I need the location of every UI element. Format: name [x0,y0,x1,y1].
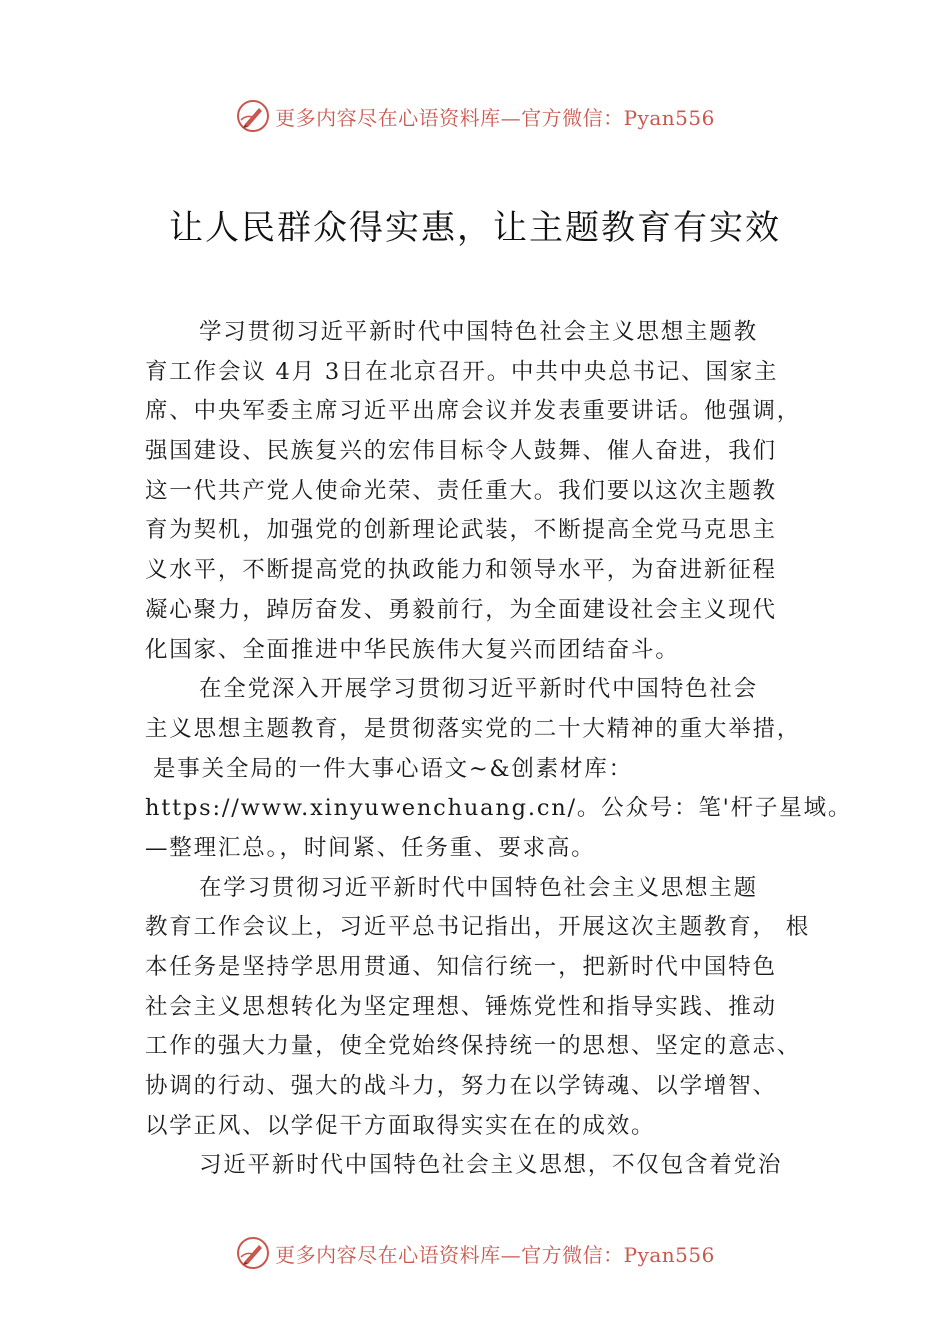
article-body [145,313,853,1186]
body-line: 在学习贯彻习近平新时代中国特色社会主义思想主题 [199,874,758,901]
body-line: 教育工作会议上，习近平总书记指出，开展这次主题教育， 根 [145,914,811,941]
body-line: 在全党深入开展学习贯彻习近平新时代中国特色社会 [199,676,758,703]
pen-logo-icon [235,98,271,134]
footer-banner[interactable] [0,1233,950,1273]
body-line: 这一代共产党人使命光荣、责任重大。我们要以这次主题教 [145,477,777,504]
body-line: 义水平，不断提高党的执政能力和领导水平，为奋进新征程 [145,557,777,584]
body-line: 主义思想主题教育，是贯彻落实党的二十大精神的重大举措， [145,715,802,742]
header-banner[interactable] [0,96,950,136]
body-line: 育工作会议 4月 3日在北京召开。中共中央总书记、国家主 [145,358,779,385]
body-line: 工作的强大力量，使全党始终保持统一的思想、坚定的意志、 [145,1033,802,1060]
body-line: 育为契机，加强党的创新理论武装，不断提高全党马克思主 [145,517,777,544]
body-line: 习近平新时代中国特色社会主义思想，不仅包含着党治 [199,1152,783,1179]
body-line: 席、中央军委主席习近平出席会议并发表重要讲话。他强调， [145,398,802,425]
body-line: 凝心聚力，踔厉奋发、勇毅前行，为全面建设社会主义现代 [145,596,777,623]
body-line: 是事关全局的一件大事心语文~&创素材库： [153,755,633,782]
footer-banner-text: 更多内容尽在心语资料库—官方微信：Pyan556 [275,1242,715,1267]
body-line: 社会主义思想转化为坚定理想、锤炼党性和指导实践、推动 [145,993,777,1020]
body-line: 协调的行动、强大的战斗力，努力在以学铸魂、以学增智、 [145,1073,777,1100]
body-line-link[interactable]: https://www.xinyuwenchuang.cn/。公众号：笔'杆子星域。 [145,795,853,822]
body-line: 化国家、全面推进中华民族伟大复兴而团结奋斗。 [145,636,680,663]
body-line: 学习贯彻习近平新时代中国特色社会主义思想主题教 [199,319,758,345]
body-line: 强国建设、民族复兴的宏伟目标令人鼓舞、催人奋进，我们 [145,438,777,465]
body-line: 以学正风、以学促干方面取得实实在在的成效。 [145,1112,656,1139]
body-line: 本任务是坚持学思用贯通、知信行统一，把新时代中国特色 [145,954,777,980]
pen-logo-icon [235,1235,271,1271]
header-banner-text: 更多内容尽在心语资料库—官方微信：Pyan556 [275,105,715,130]
page-title: 让人民群众得实惠，让主题教育有实效 [169,208,781,248]
body-line: —整理汇总。，时间紧、任务重、要求高。 [145,834,596,861]
